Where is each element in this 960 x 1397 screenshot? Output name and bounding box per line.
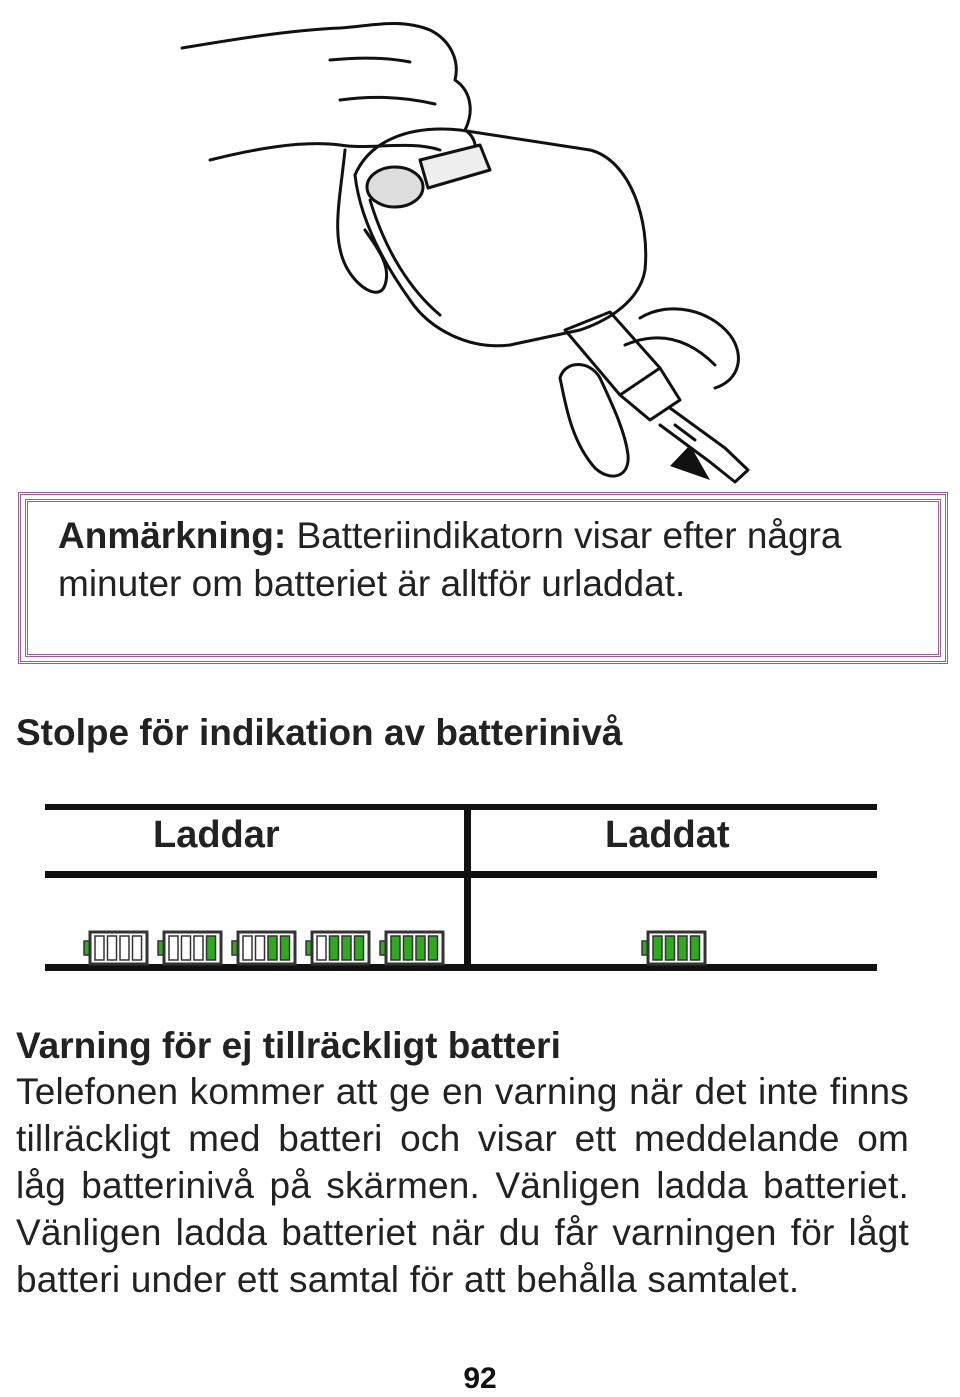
battery-bar [133,936,142,960]
battery-bar [317,936,326,960]
table-rule-top [45,804,877,810]
battery-bar [391,936,400,960]
battery-bar [281,936,290,960]
column-header-charged: Laddat [605,814,730,856]
warning-body: Telefonen kommer att ge en varning när det inte finns tillräckligt med batteri och visar ett meddelande om låg batterinivå på skärmen. Vänligen ladda batteriet. Vänligen ladda batteriet när du får varningen för lågt batteri under ett samtal för att behålla samtalet. [16,1071,909,1300]
battery-level-table [45,804,877,974]
battery-bar [691,936,700,960]
battery-bar [207,936,216,960]
battery-bar [355,936,364,960]
battery-bar [182,936,191,960]
battery-icon [379,929,445,967]
note-content [25,499,941,657]
battery-bar [666,936,675,960]
table-rule-header [45,871,877,878]
note-box [18,492,948,664]
phone-charging-illustration [170,0,770,490]
battery-bar [108,936,117,960]
battery-bar [120,936,129,960]
warning-title: Varning för ej tillräckligt batteri [16,1025,561,1066]
battery-bar [416,936,425,960]
battery-icon [231,929,297,967]
battery-bar [194,936,203,960]
battery-bar [404,936,413,960]
battery-bar [256,936,265,960]
page-number: 92 [463,1362,497,1395]
battery-bar [653,936,662,960]
battery-bar [342,936,351,960]
battery-bar [429,936,438,960]
battery-bar [330,936,339,960]
battery-icon [305,929,371,967]
battery-bar [268,936,277,960]
battery-bar [678,936,687,960]
note-label: Anmärkning: [58,515,287,556]
battery-bar [169,936,178,960]
battery-bar [95,936,104,960]
battery-icon [83,929,149,967]
table-column-divider [464,804,471,971]
battery-bar [243,936,252,960]
battery-icon [641,929,707,967]
column-header-charging: Laddar [153,814,280,856]
battery-section-title: Stolpe för indikation av batterinivå [16,712,623,753]
battery-icon [157,929,223,967]
note-text: Batteriindikatorn visar efter några minuter om batteriet är alltför urladdat. [58,515,842,604]
